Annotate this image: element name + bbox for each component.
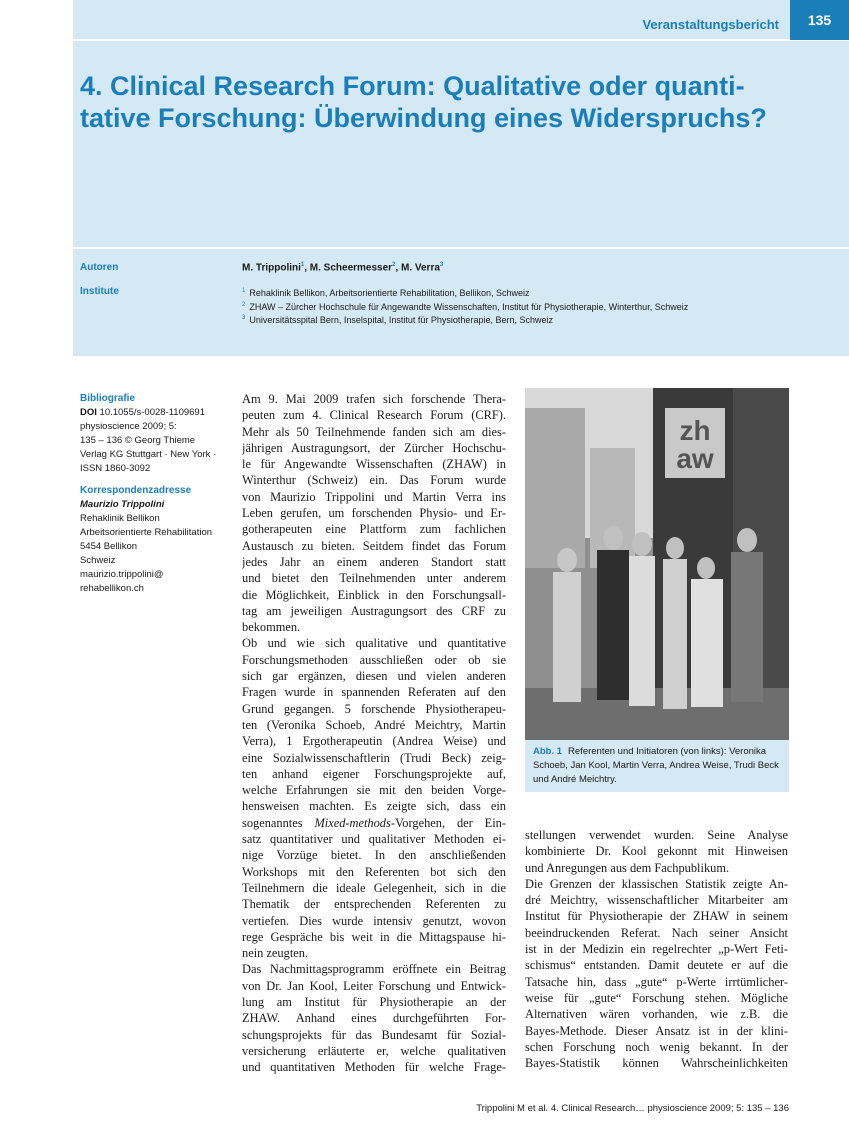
body-text-line: ist in der Medizin ein regelrechter „p-Wert Feti- [525, 942, 788, 957]
body-text-line: Workshops mit den Referenten bot sich den [242, 864, 506, 879]
address-line: 5454 Bellikon [80, 541, 138, 552]
bib-line: Verlag KG Stuttgart · New York · [80, 449, 217, 460]
sign-text: aw [676, 443, 714, 474]
body-text-line: Institut für Physiotherapie der ZHAW in seinem [525, 909, 788, 924]
body-text-line: Alternativen wären vorhanden, wie z.B. die [525, 1007, 788, 1022]
body-text-line: Thematik der entsprechenden Referenten zu [242, 897, 506, 912]
body-text-line: ten (Veronika Schoeb, André Meichtry, Martin [242, 717, 506, 732]
body-text-line: gotherapeuten eine Plattform zum fachlichen [242, 522, 506, 537]
institute-item [242, 313, 688, 327]
body-text-line: kombinierte Dr. Kool gekonnt mit Hinweisen [525, 844, 788, 859]
body-text-line: Das Nachmittagsprogramm eröffnete ein Beitrag [242, 962, 506, 977]
contact-name: Maurizio Trippolini [80, 499, 165, 510]
body-column-2 [525, 827, 788, 1071]
institute-item [242, 286, 688, 300]
body-text-line: und quantitativen Methoden für welche Frage- [242, 1060, 506, 1075]
caption-line: Referenten und Initiatoren (von links): Veronika [568, 746, 767, 757]
body-text-line: eine Sozialwissenschaftlerin (Trudi Beck) zeig- [242, 750, 506, 765]
body-text-line: lung am Institut für Physiotherapie an der [242, 994, 506, 1009]
affiliation-marker: 1 [242, 288, 246, 294]
body-text-line: von Dr. Jan Kool, Leiter Forschung und Entwick- [242, 978, 506, 993]
institute-list [242, 286, 688, 327]
body-text-line: tag am jeweiligen Austragungsort des CRF zu [242, 603, 506, 618]
doi-line [80, 406, 230, 420]
affiliation-marker: 1 [300, 262, 305, 268]
article-title [80, 70, 780, 134]
author-name: M. Verra [400, 262, 440, 274]
body-text-line: Leben gerufen, um forschenden Physio- und Er- [242, 506, 506, 521]
body-text-line: Bayes-Statistik können Wahrscheinlichkeiten [525, 1056, 788, 1071]
author-separator: , [395, 262, 401, 274]
body-text-line: Forschungsmethoden ausschließen oder ob sie [242, 652, 506, 667]
body-text-line: und Anregungen aus dem Fachpublikum. [525, 860, 730, 875]
body-text-line: weise für „gute“ Forschung stehen. Mögliche [525, 990, 788, 1005]
body-text-line: dré Meichtry, wissenschaftlicher Mitarbeiter am [525, 893, 788, 908]
affiliation-marker: 3 [242, 315, 246, 321]
body-text-line: Bayes-Methode. Dieser Ansatz ist in der klini- [525, 1023, 788, 1038]
bib-line: 135 – 136 © Georg Thieme [80, 435, 196, 446]
text-run: sogenanntes [242, 815, 315, 830]
doi-label: DOI [80, 407, 97, 418]
body-text-line: Grund gegangen. 5 forschende Physiotherapeu- [242, 701, 506, 716]
caption-line: Schoeb, Jan Kool, Martin Verra, Andrea Weise, Trudi Beck [533, 760, 779, 771]
institutes-label: Institute [80, 286, 119, 297]
body-text-line: von Maurizio Trippolini und Martin Verra ins [242, 489, 506, 504]
bib-line: physioscience 2009; 5: [80, 421, 177, 432]
address-line: Schweiz [80, 555, 116, 566]
body-text-line: versicherung erläuterte er, welche qualitativen [242, 1043, 506, 1058]
group-photo [525, 388, 789, 740]
email-line[interactable]: maurizio.trippolini@ [80, 569, 164, 580]
body-text-line: satz quantitativer und qualitativer Methoden ei- [242, 832, 506, 847]
header-divider [73, 247, 849, 249]
body-text-line: Am 9. Mai 2009 trafen sich forschende Thera- [242, 392, 506, 406]
korrespondenz-heading: Korrespondenzadresse [80, 485, 192, 496]
bibliografie-heading: Bibliografie [80, 393, 136, 404]
sign-text: zh [679, 415, 711, 446]
body-text-line: Ob und wie sich qualitative und quantitative [242, 636, 506, 651]
institute-item [242, 300, 688, 314]
emphasis-text: Mixed-methods [314, 815, 391, 830]
email-line[interactable]: rehabellikon.ch [80, 583, 144, 594]
page-number: 135 [790, 0, 849, 40]
author-name: M. Scheermesser [309, 262, 393, 274]
body-text-line: welche Erfahrungen sie mit den beiden Vorge- [242, 783, 506, 798]
header-divider-top [73, 39, 849, 41]
author-name: M. Trippolini [242, 262, 301, 274]
body-text-line: vertiefen. Dies wurde intensiv genutzt, wovon [242, 913, 506, 928]
text-run: -Vorgehen, der Ein- [390, 815, 506, 830]
body-text-line: Fragen wurde in spannenden Referaten auf den [242, 685, 506, 700]
body-text-line: jährigen Austragungsort, der Zürcher Hochschu- [242, 440, 506, 455]
body-text-line: hensweisen machten. Es zeigte sich, dass ein [242, 799, 506, 814]
bib-line: ISSN 1860-3092 [80, 463, 151, 474]
body-text-line: ZHAW. Anhand eines durchgeführten For- [242, 1011, 506, 1026]
figure-label: Abb. 1 [533, 746, 563, 757]
title-line: 4. Clinical Research Forum: Qualitative oder quanti- [80, 71, 745, 101]
body-text-line: Tatsache hin, dass „gute“ p-Werte irrtümlicher- [525, 974, 788, 989]
affiliation-marker: 2 [392, 262, 396, 268]
body-text-line: schungsprojekts für das Bundesamt für Sozial- [242, 1027, 506, 1042]
body-text-line [242, 815, 506, 831]
institute-text: ZHAW – Zürcher Hochschule für Angewandte Wissenschaften, Institut für Physiotherapie, Winterthur, Schweiz [249, 301, 689, 312]
body-text-line: nige Vorzüge bietet. In den anschließenden [242, 848, 506, 863]
body-text-line: nein zeugten. [242, 946, 309, 961]
body-text-line: rege Gespräche bis weit in die Mittagspause hi- [242, 929, 506, 944]
institute-text: Universitätsspital Bern, Inselspital, Institut für Physiotherapie, Bern, Schweiz [249, 315, 553, 325]
affiliation-marker: 2 [242, 301, 246, 308]
body-column-1 [242, 391, 506, 1075]
address-line: Rehaklinik Bellikon [80, 513, 160, 524]
body-text-line: peuten zum 4. Clinical Research Forum (CRF). [242, 408, 506, 423]
author-list [242, 262, 443, 273]
body-text-line: Verra), 1 Ergotherapeutin (Andrea Weise) und [242, 734, 506, 749]
figure-caption [525, 740, 789, 792]
affiliation-marker: 3 [439, 262, 444, 268]
body-text-line: Winterthur (Schweiz) ein. Das Forum wurde [242, 473, 506, 488]
body-text-line: Austausch zu bieten. Seitdem findet das Forum [242, 538, 506, 553]
body-text-line: schen Forschung noch wenig bekannt. In der [525, 1039, 788, 1054]
body-text-line: die Möglichkeit, Einblick in den Forschungsall- [242, 587, 506, 602]
doi-value[interactable]: 10.1055/s-0028-1109691 [99, 407, 206, 418]
body-text-line: stellungen verwendet wurden. Seine Analyse [525, 828, 788, 842]
address-line: Arbeitsorientierte Rehabilitation [80, 527, 213, 538]
author-separator: , [304, 262, 310, 274]
body-text-line: und bietet den Teilnehmenden unter anderem [242, 571, 506, 586]
institute-text: Rehaklinik Bellikon, Arbeitsorientierte Rehabilitation, Bellikon, Schweiz [249, 288, 530, 298]
body-text-line: Mehr als 50 Teilnehmende fanden sich am dies- [242, 424, 506, 439]
body-text-line: beeindruckenden Referat. Nach seiner Ansicht [525, 925, 788, 940]
body-text-line: Teilnehmern die ideale Gelegenheit, sich in die [242, 880, 506, 895]
title-line: tative Forschung: Überwindung eines Widerspruchs? [80, 103, 767, 133]
body-text-line: bekommen. [242, 620, 301, 635]
body-text-line: ten anhand eigener Forschungsprojekte auf, [242, 766, 506, 781]
body-text-line: schismus“ entstanden. Damit deutete er auf die [525, 958, 788, 973]
bibliography-sidebar [80, 392, 230, 596]
caption-line: und André Meichtry. [533, 774, 617, 785]
body-text-line: le für Angewandte Wissenschaften (ZHAW) in [242, 457, 506, 472]
body-text-line: sich gar ergänzen, diesen und vielen anderen [242, 669, 506, 684]
authors-label: Autoren [80, 262, 119, 273]
body-text-line: Die Grenzen der klassischen Statistik zeigte An- [525, 876, 788, 891]
section-label: Veranstaltungsbericht [642, 17, 779, 32]
body-text-line: jedes Jahr an einem anderen Standort statt [242, 554, 506, 569]
footer-citation: Trippolini M et al. 4. Clinical Research… physioscience 2009; 5: 135 – 136 [476, 1103, 789, 1114]
